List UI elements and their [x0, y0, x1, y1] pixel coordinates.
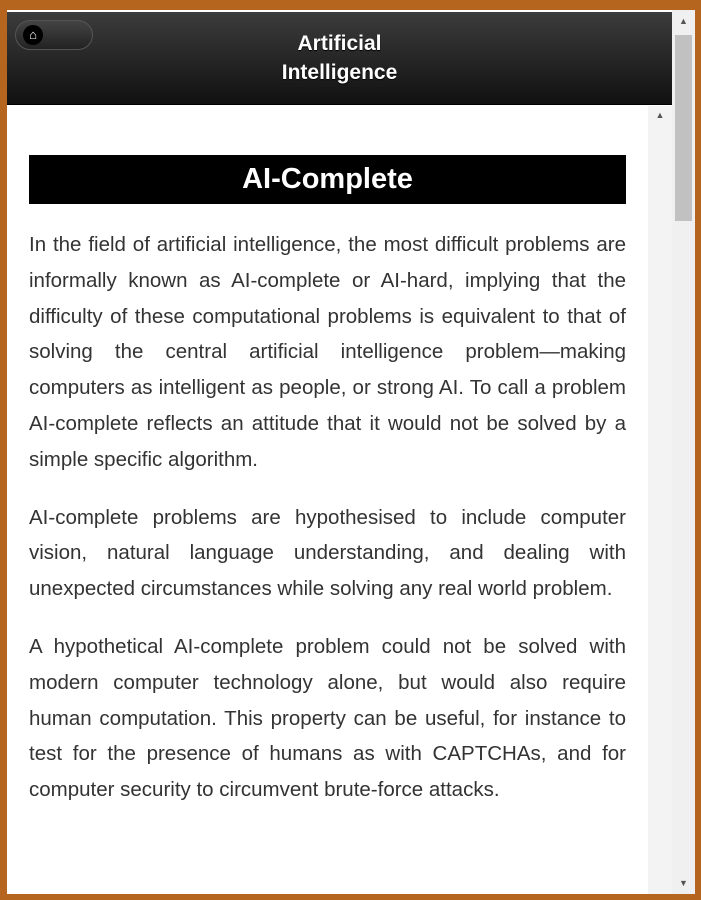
scroll-down-icon[interactable]: ▼ [679, 878, 688, 888]
app-window [7, 10, 695, 894]
paragraph: A hypothetical AI-complete problem could not be solved with modern computer technology alone, but would also require human computation. This property can be useful, for instance to test for the presence of humans as with CAPTCHAs, and for computer security to circumvent brute-force attacks. [29, 634, 626, 802]
article [29, 155, 626, 808]
content-scrollbar[interactable] [648, 106, 672, 894]
scroll-up-icon[interactable]: ▲ [655, 110, 665, 120]
scroll-up-icon[interactable]: ▲ [679, 16, 688, 26]
article-heading: AI-Complete [29, 155, 626, 204]
header-bar [7, 12, 672, 105]
title-line-2: Intelligence [281, 61, 398, 84]
scrollbar-thumb[interactable] [675, 35, 692, 221]
paragraph: AI-complete problems are hypothesised to include computer vision, natural language understanding, and dealing with unexpected circumstances while solving any real world problem. [29, 505, 626, 601]
title-line-1: Artificial [297, 32, 382, 55]
window-scrollbar[interactable] [672, 10, 695, 894]
page-title [7, 29, 672, 87]
home-icon: ⌂ [23, 25, 43, 45]
paragraph: In the field of artificial intelligence, the most difficult problems are informally known as AI-complete or AI-hard, implying that the difficulty of these computational problems is equivalent to that of solving the central artificial intelligence problem—making computers as intelligent as people, or strong AI. To call a problem AI-complete reflects an attitude that it would not be solved by a simple specific algorithm. [29, 233, 626, 471]
